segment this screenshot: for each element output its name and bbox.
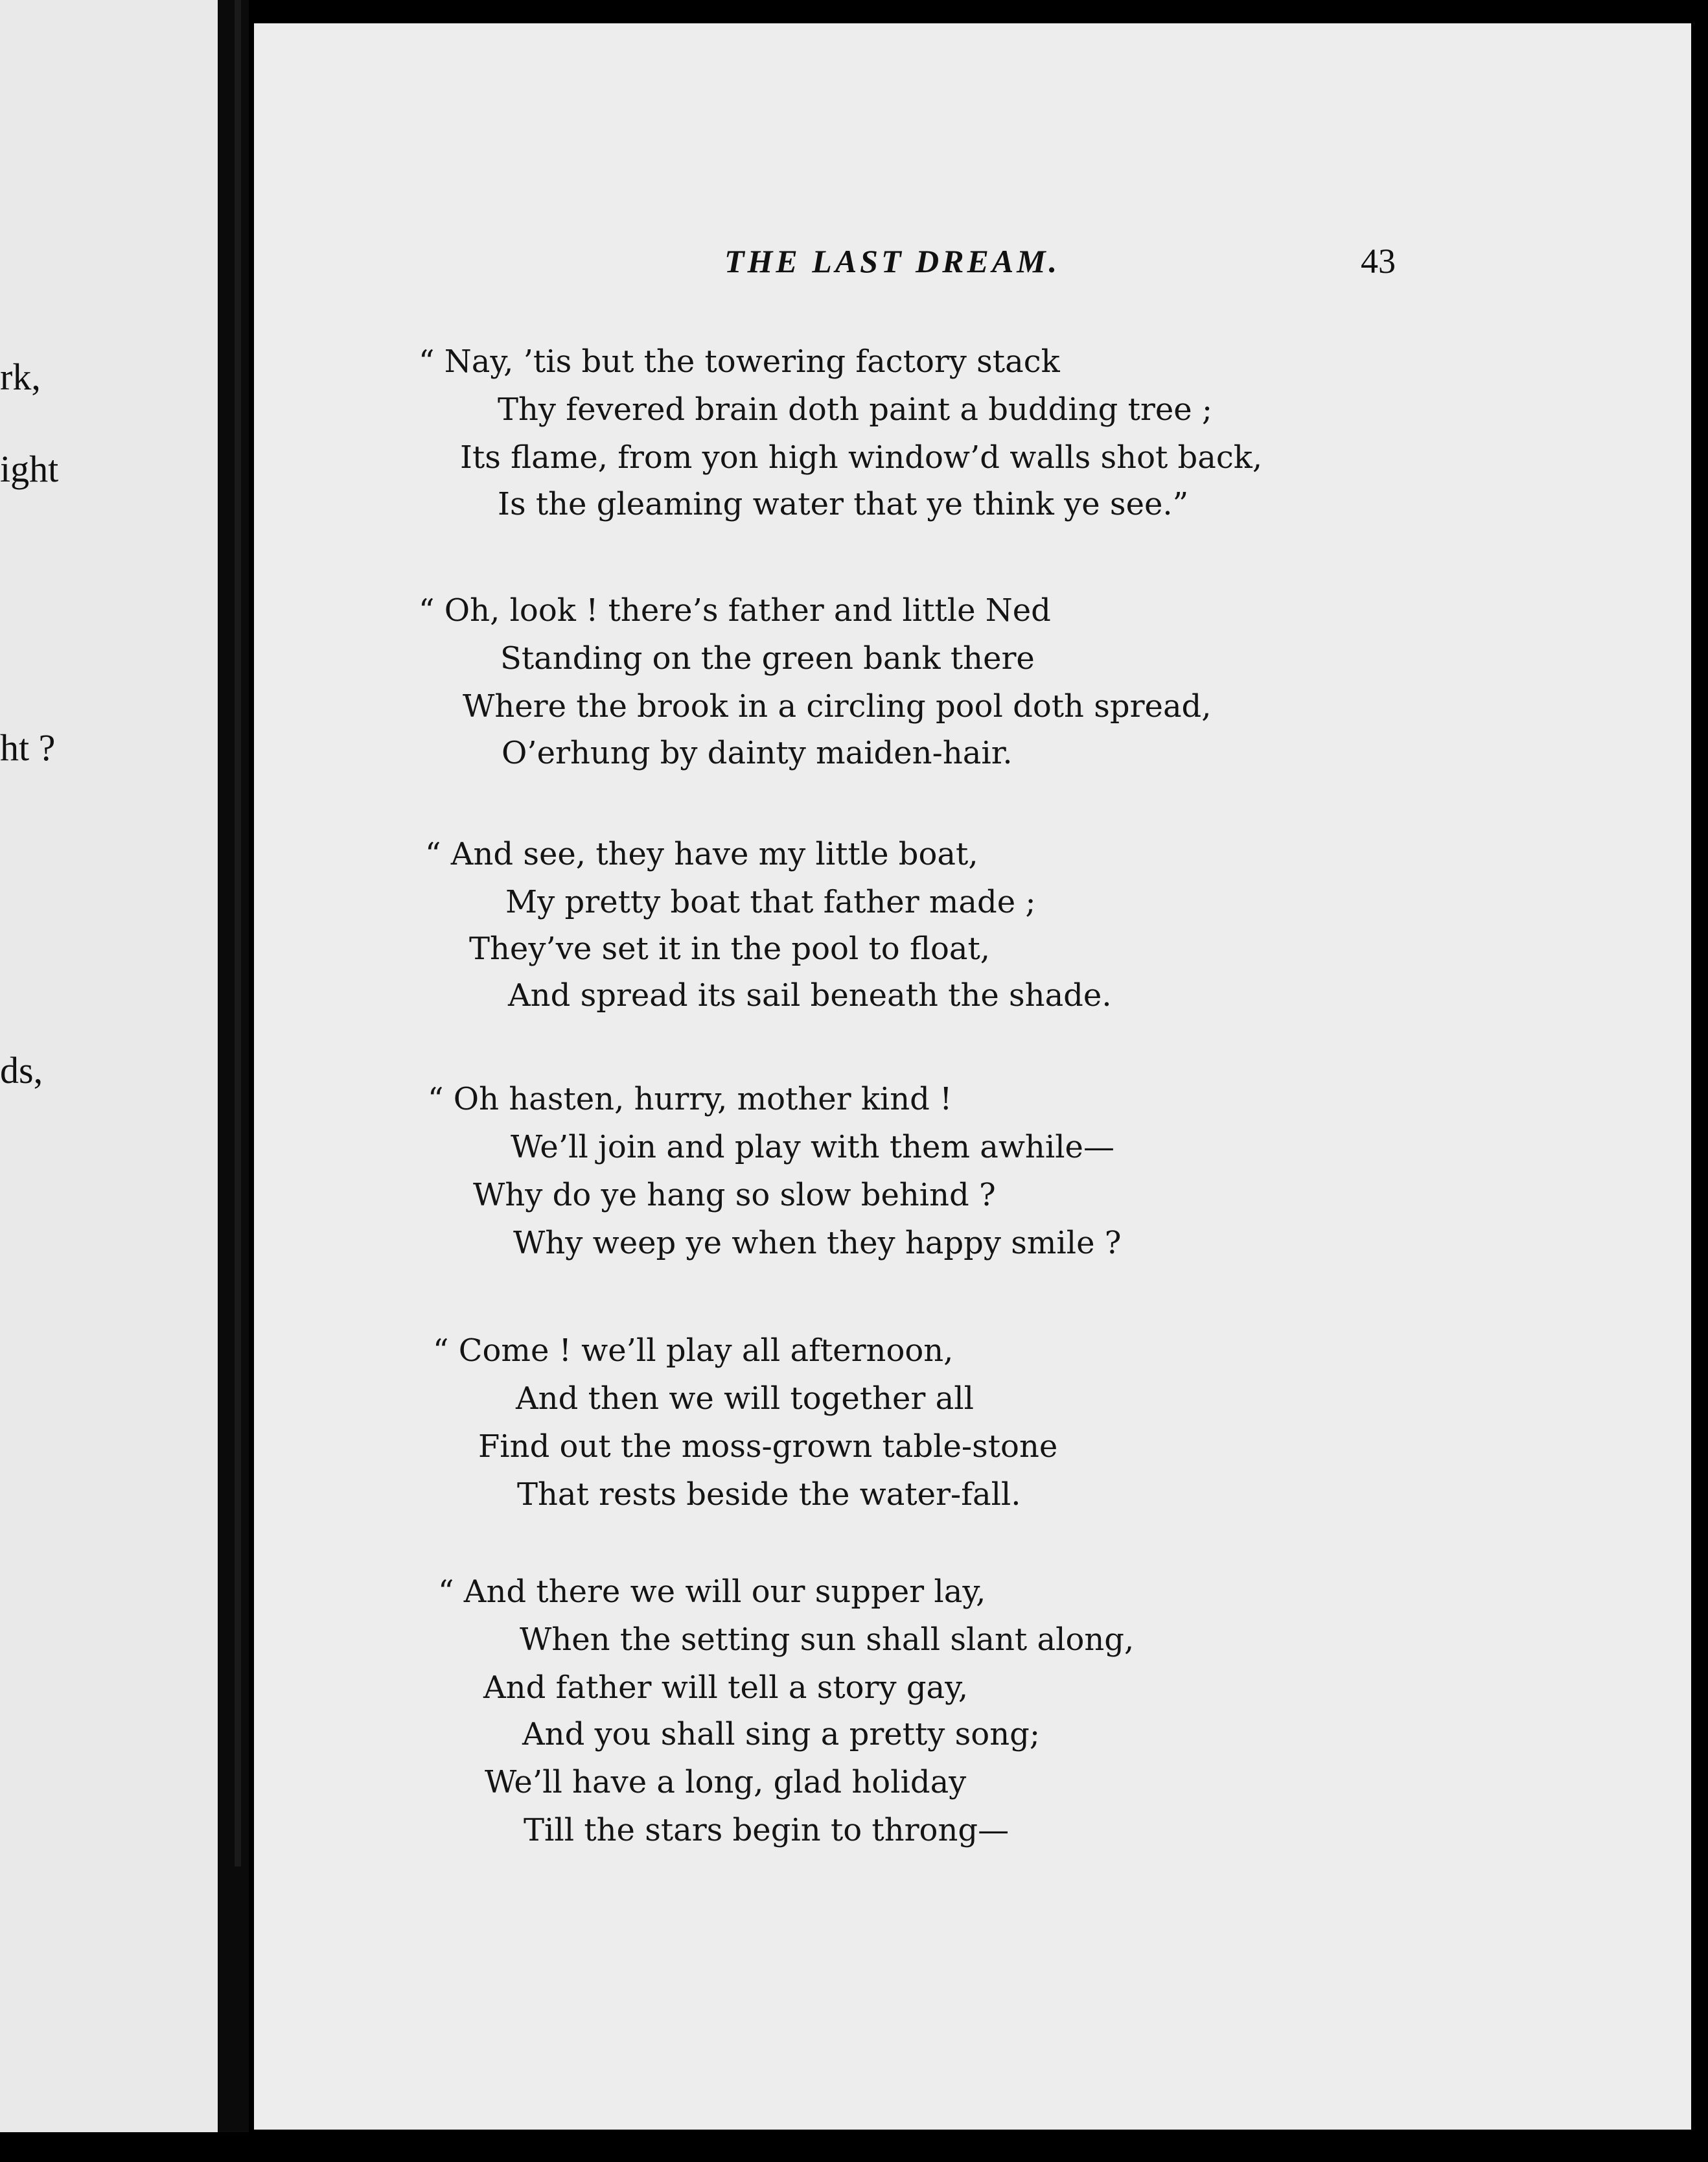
poem-line: Standing on the green bank there [500,640,1035,677]
poem-line: Why weep ye when they happy smile ? [513,1225,1122,1261]
poem-line: And spread its sail beneath the shade. [508,977,1112,1014]
poem-line: “ Oh, look ! there’s father and little Ned [419,592,1051,629]
poem-line: Find out the moss-grown table-stone [478,1428,1058,1465]
poem-line: My pretty boat that father made ; [505,884,1036,920]
poem-line: “ Nay, ’tis but the towering factory stack [419,343,1060,380]
previous-page [0,0,218,2132]
previous-page-fragment: ight [0,448,59,490]
running-head: THE LAST DREAM. [724,243,1061,279]
poem-line: When the setting sun shall slant along, [520,1622,1135,1658]
poem-line: Is the gleaming water that ye think ye see.” [498,486,1189,522]
previous-page-fragment: ht ? [0,726,56,769]
poem-line: Why do ye hang so slow behind ? [473,1177,996,1213]
poem-line: O’erhung by dainty maiden-hair. [502,735,1013,771]
poem-line: “ Oh hasten, hurry, mother kind ! [428,1081,952,1117]
poem-line: And father will tell a story gay, [483,1669,969,1706]
poem-line: That rests beside the water-fall. [517,1476,1021,1513]
poem-line: We’ll have a long, glad holiday [485,1764,967,1800]
previous-page-fragment: ds, [0,1049,43,1091]
poem-line: “ And see, they have my little boat, [425,836,978,872]
poem-line: Till the stars begin to throng— [524,1812,1010,1848]
poem-line: And you shall sing a pretty song; [522,1716,1041,1752]
poem-line: Thy fevered brain doth paint a budding tree ; [498,391,1213,428]
page-number: 43 [1361,242,1396,281]
poem-line: And then we will together all [516,1380,974,1417]
poem-line: Where the brook in a circling pool doth spread, [463,688,1212,725]
poem-body [254,23,1691,2130]
gutter-shadow [235,0,241,1866]
poem-line: We’ll join and play with them awhile— [511,1129,1114,1165]
poem-line: They’ve set it in the pool to float, [469,931,991,967]
book-gutter [218,0,249,2132]
previous-page-fragment: rk, [0,356,41,398]
poem-line: “ Come ! we’ll play all afternoon, [433,1332,954,1369]
poem-line: Its flame, from yon high window’d walls shot back, [460,439,1263,476]
poem-line: “ And there we will our supper lay, [438,1574,986,1610]
current-page [254,23,1691,2130]
